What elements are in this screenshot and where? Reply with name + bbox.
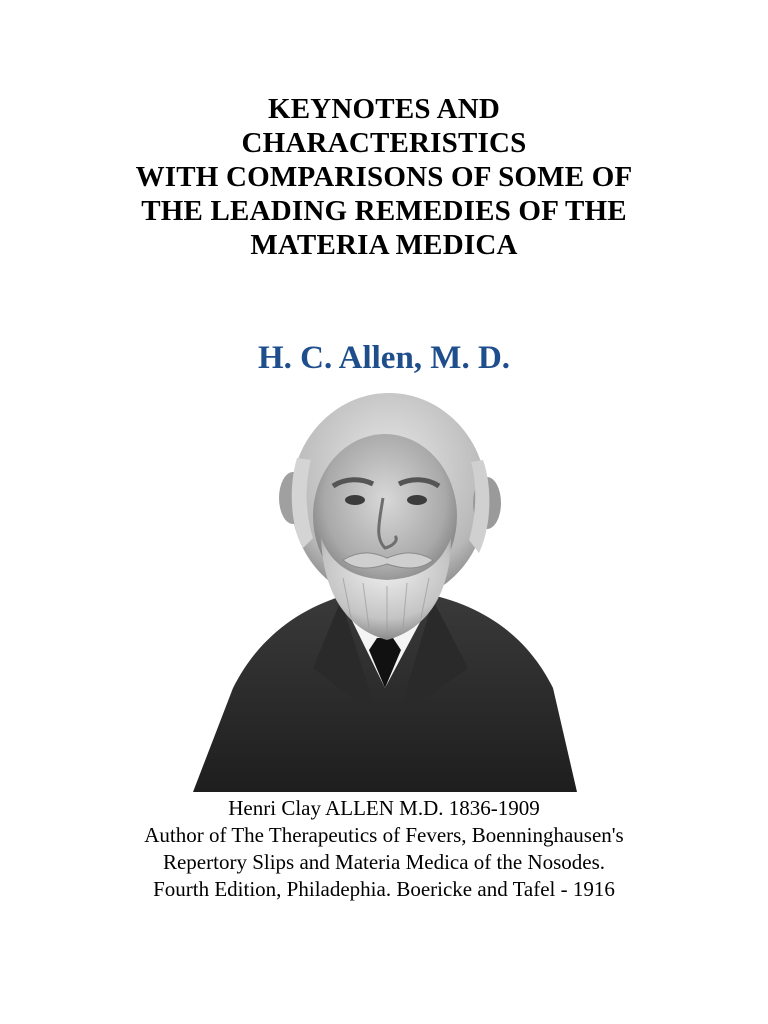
title-line: KEYNOTES AND [267, 93, 501, 125]
book-title [0, 92, 768, 262]
portrait-caption [0, 795, 768, 903]
caption-line: Author of The Therapeutics of Fevers, Boenninghausen's [144, 823, 624, 847]
title-line: WITH COMPARISONS OF SOME OF [135, 161, 633, 193]
title-line: MATERIA MEDICA [250, 229, 518, 261]
title-line: CHARACTERISTICS [241, 127, 527, 159]
caption-line: Repertory Slips and Materia Medica of the Nosodes. [162, 850, 606, 874]
author-name: H. C. Allen, M. D. [257, 340, 511, 376]
title-line: THE LEADING REMEDIES OF THE [141, 195, 627, 227]
caption-line: Henri Clay ALLEN M.D. 1836-1909 [228, 796, 540, 820]
author-portrait [193, 388, 577, 792]
caption-line: Fourth Edition, Philadephia. Boericke and Tafel - 1916 [153, 877, 615, 901]
